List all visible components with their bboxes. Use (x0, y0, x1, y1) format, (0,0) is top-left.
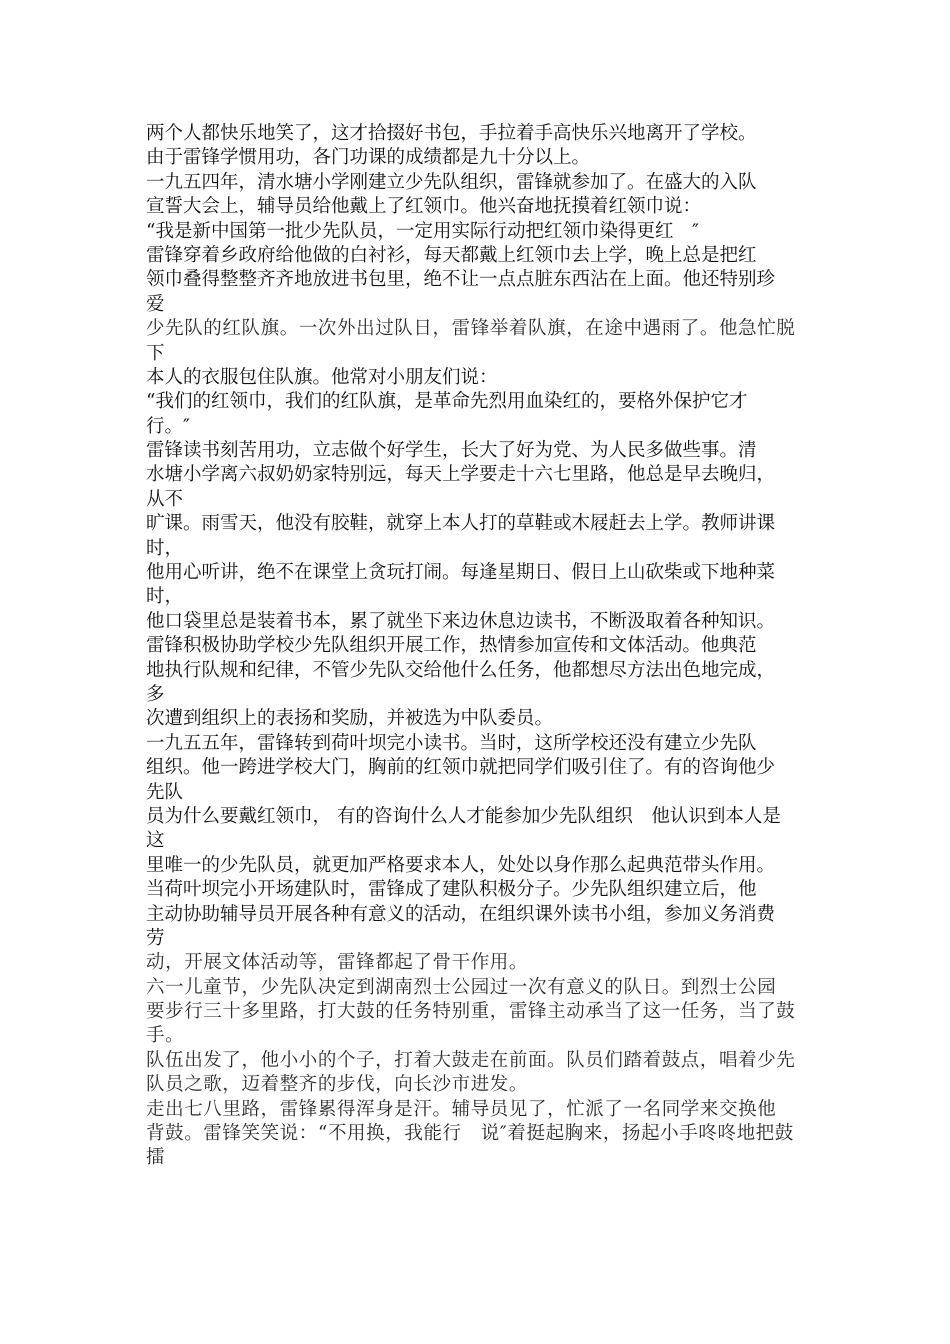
text-line: 地执行队规和纪律，不管少先队交给他什么任务，他都想尽方法出色地完成， (146, 659, 776, 681)
text-line: 队伍出发了，他小小的个子，打着大鼓走在前面。队员们踏着鼓点，唱着少先 (146, 1049, 796, 1071)
text-line: 由于雷锋学惯用功，各门功课的成绩都是九十分以上。 (146, 147, 591, 169)
text-line: “我们的红领巾，我们的红队旗，是革命先烈用血染红的，要格外保护它才 (146, 391, 748, 413)
text-line: 擂 (146, 1147, 166, 1169)
text-line: 雷锋积极协助学校少先队组织开展工作，热情参加宣传和文体活动。他典范 (146, 635, 757, 657)
text-line: 动，开展文体活动等，雷锋都起了骨干作用。 (146, 952, 529, 974)
text-line: 行。″ (146, 415, 190, 437)
text-line: 队员之歌，迈着整齐的步伐，向长沙市进发。 (146, 1074, 529, 1096)
text-line: 时， (146, 537, 184, 559)
text-line: 他口袋里总是装着书本，累了就坐下来边休息边读书，不断汲取着各种知识。 (146, 610, 776, 632)
text-line: 旷课。雨雪天，他没有胶鞋，就穿上本人打的草鞋或木屐赶去上学。教师讲课 (146, 513, 776, 535)
text-line: 组织。他一跨进学校大门，胸前的红领巾就把同学们吸引住了。有的咨询他少 (146, 757, 776, 779)
text-line: 水塘小学离六叔奶奶家特别远，每天上学要走十六七里路，他总是早去晚归， (146, 464, 776, 486)
text-line: 雷锋穿着乡政府给他做的白衬衫，每天都戴上红领巾去上学，晚上总是把红 (146, 244, 757, 266)
text-line: 多 (146, 683, 165, 705)
text-line: 要步行三十多里路，打大鼓的任务特别重，雷锋主动承当了这一任务，当了鼓 (146, 1001, 796, 1023)
text-line: 次遭到组织上的表扬和奖励，并被选为中队委员。 (146, 708, 554, 730)
text-line: 背鼓。雷锋笑笑说：“不用换，我能行 说″着挺起胸来，扬起小手咚咚地把鼓 (146, 1123, 794, 1145)
text-line: 一九五五年，雷锋转到荷叶坝完小读书。当时，这所学校还没有建立少先队 (146, 732, 757, 754)
text-line: 手。 (146, 1025, 185, 1047)
text-line: 下 (146, 342, 165, 364)
text-line: 这 (146, 830, 165, 852)
text-line: 从不 (146, 488, 184, 510)
text-line: 走出七八里路，雷锋累得浑身是汗。辅导员见了，忙派了一名同学来交换他 (146, 1098, 777, 1120)
text-line: 两个人都快乐地笑了，这才拾掇好书包，手拉着手高快乐兴地离开了学校。 (146, 123, 757, 144)
text-line: 少先队的红队旗。一次外出过队日，雷锋举着队旗，在途中遇雨了。他急忙脱 (146, 318, 796, 340)
text-line: 雷锋读书刻苦用功，立志做个好学生，长大了好为党、为人民多做些事。清 (146, 440, 757, 462)
text-line: 六一儿童节，少先队决定到湖南烈士公园过一次有意义的队日。到烈士公园 (146, 976, 777, 998)
text-line: “我是新中国第一批少先队员，一定用实际行动把红领巾染得更红 ″ (146, 220, 699, 242)
text-line: 劳 (146, 927, 165, 949)
text-line: 他用心听讲，绝不在课堂上贪玩打闹。每逢星期日、假日上山砍柴或下地种菜 (146, 562, 776, 584)
text-line: 爱 (146, 293, 165, 315)
text-line: 本人的衣服包住队旗。他常对小朋友们说： (146, 366, 498, 388)
text-line: 里唯一的少先队员，就更加严格要求本人，处处以身作那么起典范带头作用。 (146, 854, 776, 876)
text-line: 当荷叶坝完小开场建队时，雷锋成了建队积极分子。少先队组织建立后，他 (146, 879, 757, 901)
text-line: 主动协助辅导员开展各种有意义的活动，在组织课外读书小组，参加义务消费 (146, 903, 776, 925)
text-line: 员为什么要戴红领巾， 有的咨询什么人才能参加少先队组织 他认识到本人是 (146, 805, 781, 827)
body-text (146, 122, 806, 1171)
text-line: 先队 (146, 781, 184, 803)
text-line: 宣誓大会上，辅导员给他戴上了红领巾。他兴奋地抚摸着红领巾说： (146, 196, 702, 218)
text-line: 领巾叠得整整齐齐地放进书包里，绝不让一点点脏东西沾在上面。他还特别珍 (146, 269, 776, 291)
text-line: 一九五四年，清水塘小学刚建立少先队组织，雷锋就参加了。在盛大的入队 (146, 171, 757, 193)
text-line: 时， (146, 586, 184, 608)
